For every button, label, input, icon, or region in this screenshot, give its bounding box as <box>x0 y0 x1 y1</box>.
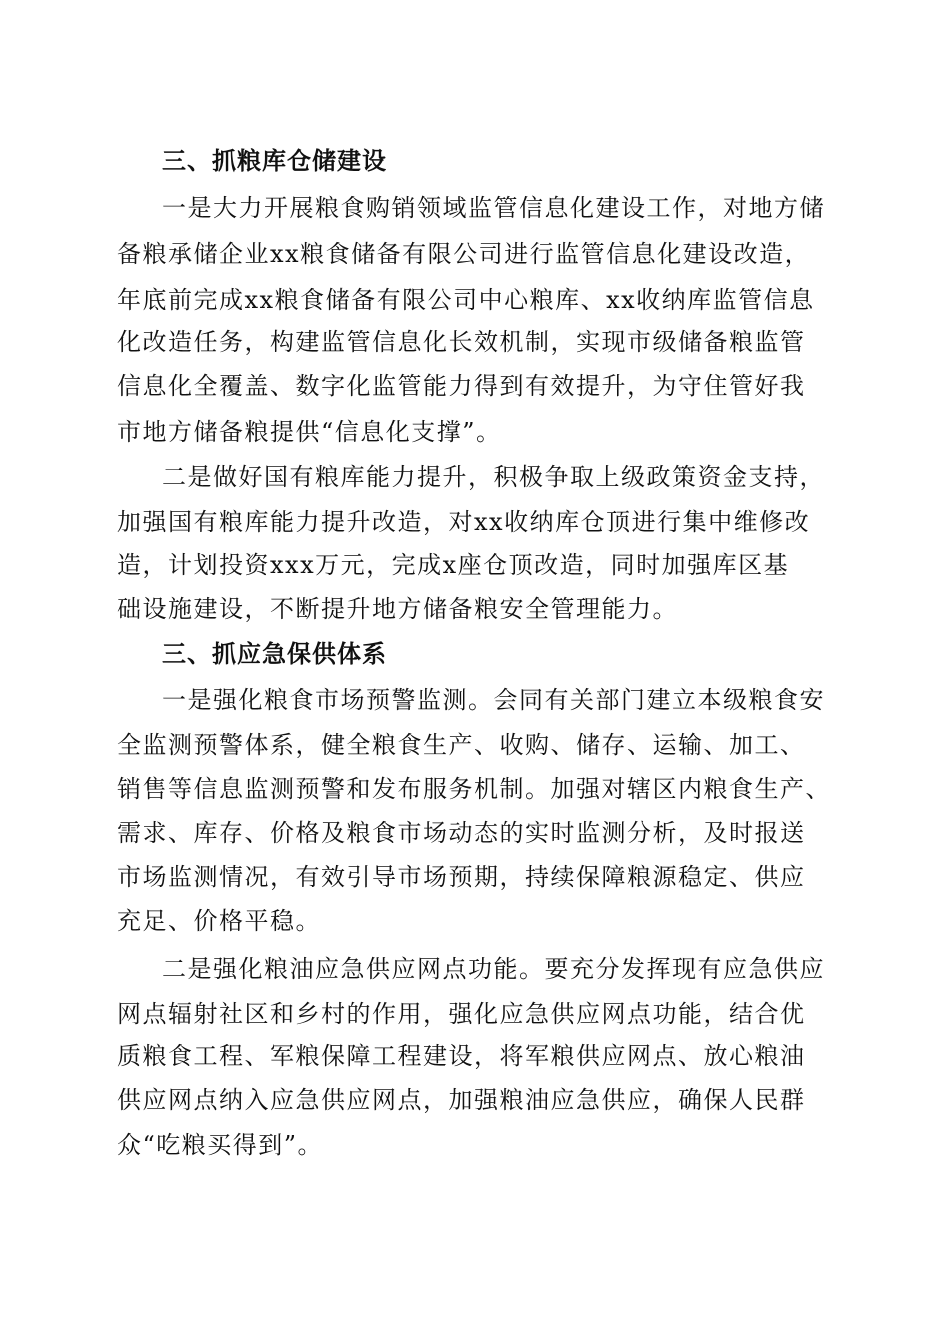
paragraph-line: 础设施建设，不断提升地方储备粮安全管理能力。 <box>117 595 678 623</box>
paragraph-line: 市场监测情况，有效引导市场预期，持续保障粮源稳定、供应 <box>117 863 806 891</box>
paragraph-line: 二是做好国有粮库能力提升，积极争取上级政策资金支持， <box>162 463 825 491</box>
paragraph-line: 需求、库存、价格及粮食市场动态的实时监测分析，及时报送 <box>117 819 806 847</box>
paragraph-line: 年底前完成xx粮食储备有限公司中心粮库、xx收纳库监管信息 <box>117 286 815 314</box>
section-heading: 三、抓应急保供体系 <box>162 640 387 668</box>
paragraph-line: 质粮食工程、军粮保障工程建设，将军粮供应网点、放心粮油 <box>117 1042 806 1070</box>
paragraph-line: 一是大力开展粮食购销领域监管信息化建设工作，对地方储 <box>162 194 825 222</box>
paragraph-line: 销售等信息监测预警和发布服务机制。加强对辖区内粮食生产、 <box>117 775 831 803</box>
paragraph-line: 加强国有粮库能力提升改造，对xx收纳库仓顶进行集中维修改 <box>117 508 811 536</box>
paragraph-line: 充足、价格平稳。 <box>117 907 321 935</box>
paragraph-line: 化改造任务，构建监管信息化长效机制，实现市级储备粮监管 <box>117 328 806 356</box>
paragraph-line: 信息化全覆盖、数字化监管能力得到有效提升，为守住管好我 <box>117 372 806 400</box>
paragraph-line: 网点辐射社区和乡村的作用，强化应急供应网点功能，结合优 <box>117 1000 806 1028</box>
paragraph-line: 备粮承储企业xx粮食储备有限公司进行监管信息化建设改造， <box>117 240 811 268</box>
section-heading: 三、抓粮库仓储建设 <box>162 147 387 175</box>
paragraph-line: 一是强化粮食市场预警监测。会同有关部门建立本级粮食安 <box>162 686 825 714</box>
paragraph-line: 造，计划投资xxx万元，完成x座仓顶改造，同时加强库区基 <box>117 551 790 579</box>
paragraph-line: 全监测预警体系，健全粮食生产、收购、储存、运输、加工、 <box>117 731 806 759</box>
paragraph-line: 众“吃粮买得到”。 <box>117 1131 324 1159</box>
paragraph-line: 供应网点纳入应急供应网点，加强粮油应急供应，确保人民群 <box>117 1086 806 1114</box>
paragraph-line: 二是强化粮油应急供应网点功能。要充分发挥现有应急供应 <box>162 955 825 983</box>
paragraph-line: 市地方储备粮提供“信息化支撑”。 <box>117 418 502 446</box>
